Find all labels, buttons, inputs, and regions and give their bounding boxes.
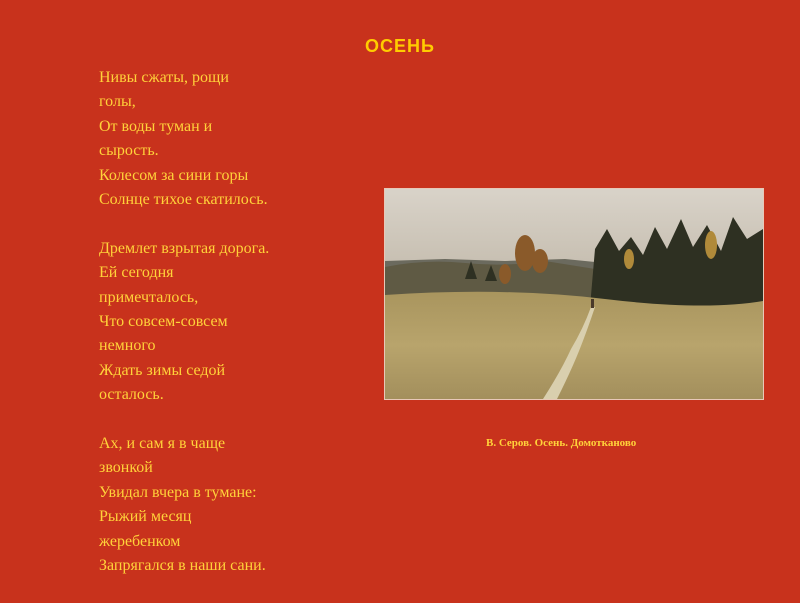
painting-caption: В. Серов. Осень. Домотканово — [486, 437, 637, 449]
poem-line: Дремлет взрытая дорога. — [99, 239, 270, 257]
poem-stanza-1 — [99, 66, 329, 212]
poem-line: Солнце тихое скатилось. — [99, 191, 268, 209]
figure-on-road — [591, 299, 594, 308]
poem-line: звонкой — [99, 459, 153, 477]
poem-stanza-2 — [99, 237, 329, 408]
poem-line: Рыжий месяц — [99, 508, 192, 526]
poem-line: Запрягался в наши сани. — [99, 557, 266, 575]
poem-line: примечталось, — [99, 288, 199, 306]
poem-line: жеребенком — [99, 532, 181, 550]
poem-line: Увидал вчера в тумане: — [99, 483, 257, 501]
slide-title: ОСЕНЬ — [365, 36, 435, 56]
poem-line: Ах, и сам я в чаще — [99, 435, 226, 453]
poem-line: Нивы сжаты, рощи — [99, 69, 229, 86]
poem-line: сырость. — [99, 142, 159, 160]
poem-line: голы, — [99, 93, 136, 111]
poem-line: Ждать зимы седой — [99, 361, 226, 379]
poem-line: От воды туман и — [99, 117, 213, 135]
poem-line: Что совсем-совсем — [99, 313, 228, 331]
poem-line: Колесом за сини горы — [99, 166, 249, 184]
painting-image — [384, 188, 764, 400]
poem-stanza-3 — [99, 432, 329, 578]
poem — [99, 66, 329, 603]
poem-line: Ей сегодня — [99, 264, 174, 282]
poem-line: осталось. — [99, 386, 164, 404]
poem-line: немного — [99, 337, 156, 355]
